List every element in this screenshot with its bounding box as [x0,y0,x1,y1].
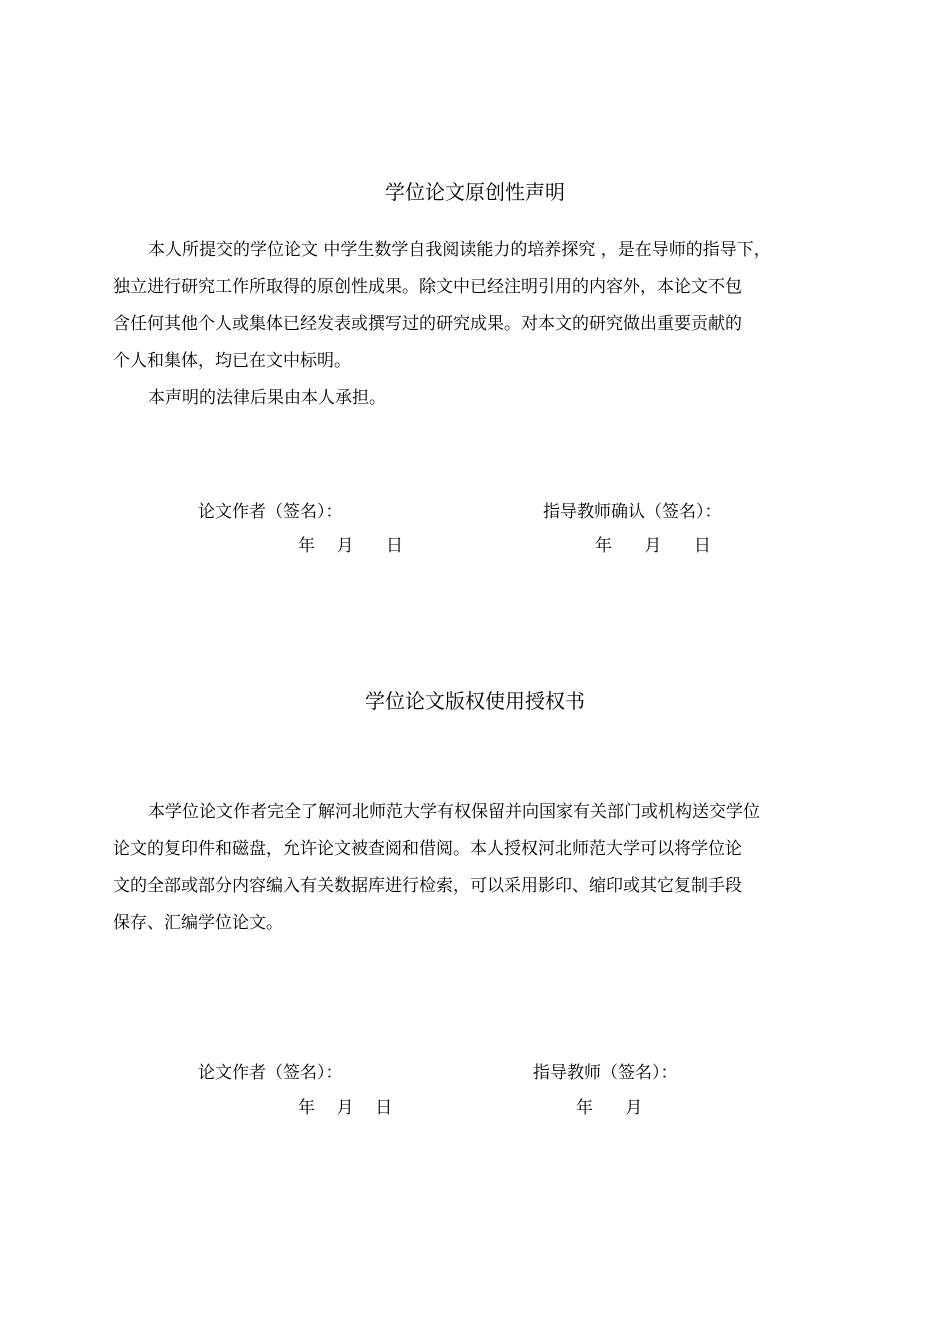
declaration-line-1: 本人所提交的学位论文 中学生数学自我阅读能力的培养探究 ，是在导师的指导下， [148,240,771,260]
authorization-line-1: 本学位论文作者完全了解河北师范大学有权保留并向国家有关部门或机构送交学位 [148,802,760,822]
declaration-title: 学位论文原创性声明 [385,180,565,204]
authorization-supervisor-signature-label: 指导教师（签名）： [533,1063,678,1083]
authorization-author-signature-label: 论文作者（签名）： [198,1063,343,1083]
declaration-author-date: 年 月 日 [298,536,404,556]
declaration-line-2: 独立进行研究工作所取得的原创性成果。除文中已经注明引用的内容外，本论文不包 [113,277,742,297]
authorization-supervisor-date: 年 月 [576,1098,643,1118]
declaration-author-signature-label: 论文作者（签名）： [198,502,343,522]
declaration-supervisor-signature-label: 指导教师确认（签名）： [543,502,722,522]
declaration-responsibility: 本声明的法律后果由本人承担。 [148,388,386,408]
authorization-title: 学位论文版权使用授权书 [365,689,585,713]
authorization-line-4: 保存、汇编学位论文。 [113,913,283,933]
declaration-line-4: 个人和集体，均已在文中标明。 [113,351,351,371]
authorization-line-3: 文的全部或部分内容编入有关数据库进行检索，可以采用影印、缩印或其它复制手段 [113,876,742,896]
authorization-line-2: 论文的复印件和磁盘，允许论文被查阅和借阅。本人授权河北师范大学可以将学位论 [113,839,742,859]
declaration-line-3: 含任何其他个人或集体已经发表或撰写过的研究成果。对本文的研究做出重要贡献的 [113,314,742,334]
declaration-supervisor-date: 年 月 日 [595,536,711,556]
authorization-author-date: 年 月 日 [298,1098,393,1118]
